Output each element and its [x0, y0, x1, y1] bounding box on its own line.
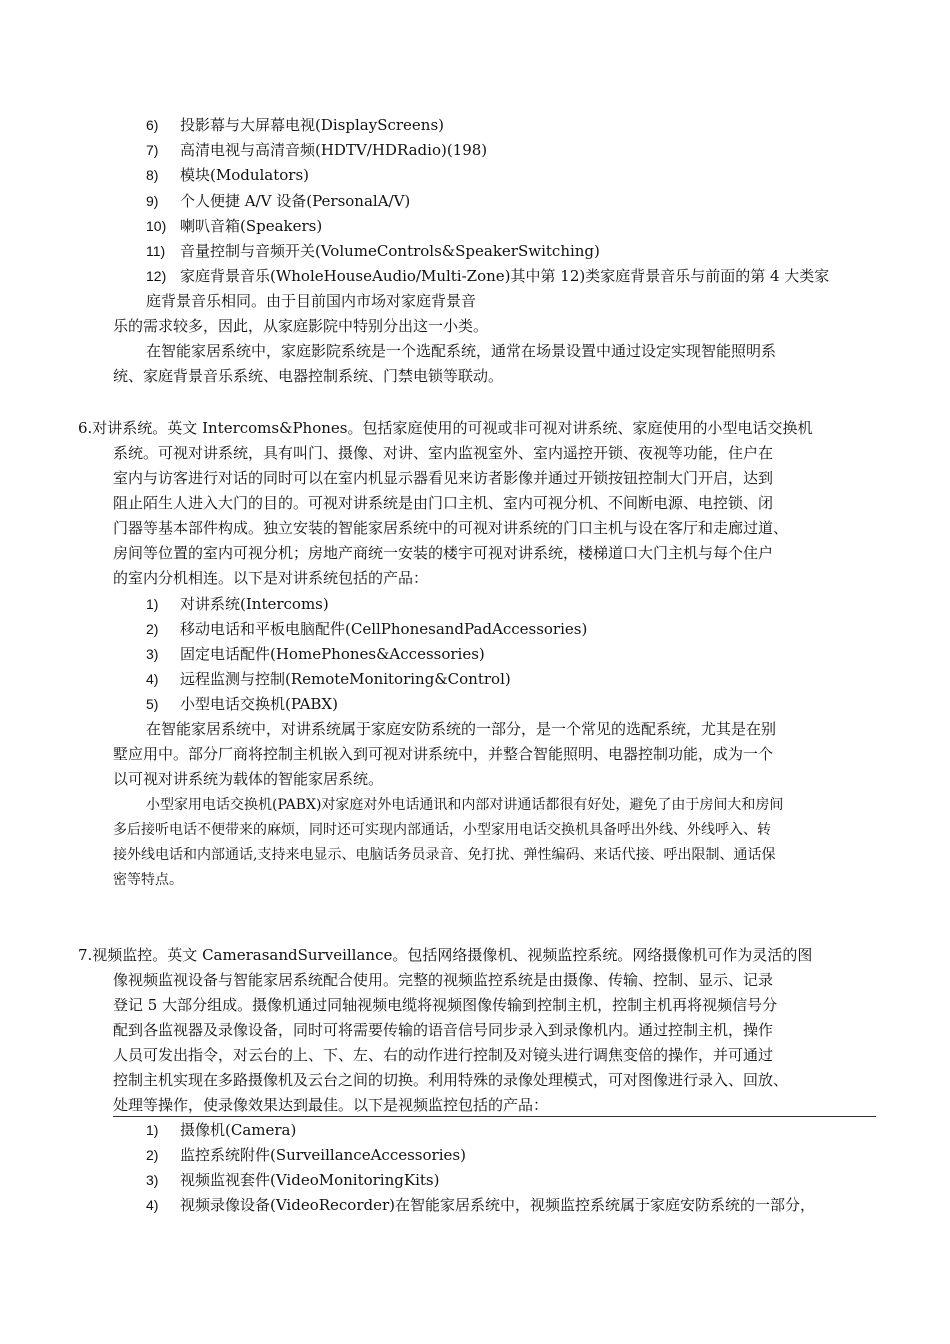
text-line: 乐的需求较多，因此，从家庭影院中特别分出这一小类。: [113, 317, 489, 335]
text-line: 密等特点。: [113, 872, 183, 888]
list-item: 对讲系统(Intercoms): [180, 595, 329, 613]
list-item: 视频监视套件(VideoMonitoringKits): [180, 1171, 440, 1189]
list-item: 视频录像设备(VideoRecorder)在智能家居系统中，视频监控系统属于家庭安防系统的一部分，: [180, 1196, 816, 1214]
list-number: 1): [146, 596, 159, 612]
text-line: 登记 5 大部分组成。摄像机通过同轴视频电缆将视频图像传输到控制主机，控制主机再将视频信号分: [113, 996, 778, 1014]
list-number: 2): [146, 1147, 159, 1163]
list-number: 9): [146, 193, 159, 209]
text-line: 阻止陌生人进入大门的目的。可视对讲系统是由门口主机、室内可视分机、不间断电源、电控锁、闭: [113, 494, 774, 512]
text-line: 的室内分机相连。以下是对讲系统包括的产品：: [113, 569, 429, 587]
text-line: 像视频监视设备与智能家居系统配合使用。完整的视频监控系统是由摄像、传输、控制、显示、记录: [113, 971, 774, 989]
text-line: 人员可发出指令，对云台的上、下、左、右的动作进行控制及对镜头进行调焦变倍的操作，并可通过: [113, 1046, 774, 1064]
list-item: 移动电话和平板电脑配件(CellPhonesandPadAccessories): [180, 620, 588, 638]
list-number: 12): [146, 268, 167, 284]
text-line: 房间等位置的室内可视分机；房地产商统一安装的楼宇可视对讲系统，楼梯道口大门主机与每个住户: [113, 544, 774, 562]
list-item: 高清电视与高清音频(HDTV/HDRadio)(198): [180, 141, 488, 159]
text-line: 小型家用电话交换机(PABX)对家庭对外电话通讯和内部对讲通话都很有好处，避免了由于房间大和房间: [146, 797, 784, 813]
section-heading-line: 6.对讲系统。英文 Intercoms&Phones。包括家庭使用的可视或非可视对讲系统、家庭使用的小型电话交换机: [78, 419, 813, 437]
list-number: 8): [146, 167, 159, 183]
list-number: 3): [146, 1172, 159, 1188]
list-number: 11): [146, 243, 166, 259]
text-line: 统、家庭背景音乐系统、电器控制系统、门禁电锁等联动。: [113, 367, 504, 385]
list-number: 6): [146, 117, 159, 133]
list-item: 喇叭音箱(Speakers): [180, 217, 323, 235]
list-item: 远程监测与控制(RemoteMonitoring&Control): [180, 670, 511, 688]
list-item: 音量控制与音频开关(VolumeControls&SpeakerSwitching): [180, 242, 600, 260]
text-line: 接外线电话和内部通话,支持来电显示、电脑话务员录音、免打扰、弹性编码、来话代接、呼出限制、通话保: [113, 847, 776, 863]
list-item: 小型电话交换机(PABX): [180, 695, 338, 713]
text-line: 处理等操作，使录像效果达到最佳。以下是视频监控包括的产品：: [113, 1096, 549, 1114]
list-number: 10): [146, 218, 167, 234]
text-line: 配到各监视器及录像设备，同时可将需要传输的语音信号同步录入到录像机内。通过控制主机，操作: [113, 1021, 774, 1039]
text-line: 系统。可视对讲系统，具有叫门、摄像、对讲、室内监视室外、室内遥控开锁、夜视等功能，住户在: [113, 444, 774, 462]
list-item: 个人便捷 A/V 设备(PersonalA/V): [180, 192, 411, 210]
list-item: 固定电话配件(HomePhones&Accessories): [180, 645, 485, 663]
list-item: 家庭背景音乐(WholeHouseAudio/Multi-Zone)其中第 12)类家庭背景音乐与前面的第 4 大类家: [180, 267, 830, 285]
list-item: 模块(Modulators): [180, 166, 310, 184]
list-number: 4): [146, 1197, 159, 1213]
list-item: 投影幕与大屏幕电视(DisplayScreens): [180, 116, 445, 134]
list-item: 监控系统附件(SurveillanceAccessories): [180, 1146, 466, 1164]
horizontal-rule: [113, 1116, 876, 1117]
list-number: 5): [146, 696, 159, 712]
text-line: 墅应用中。部分厂商将控制主机嵌入到可视对讲系统中，并整合智能照明、电器控制功能，成为一个: [113, 745, 774, 763]
list-item: 摄像机(Camera): [180, 1121, 297, 1139]
text-line: 控制主机实现在多路摄像机及云台之间的切换。利用特殊的录像处理模式，可对图像进行录入、回放、: [113, 1071, 789, 1089]
text-line: 庭背景音乐相同。由于目前国内市场对家庭背景音: [146, 292, 477, 310]
list-number: 3): [146, 646, 159, 662]
text-line: 室内与访客进行对话的同时可以在室内机显示器看见来访者影像并通过开锁按钮控制大门开启，达到: [113, 469, 774, 487]
section-heading-line: 7.视频监控。英文 CamerasandSurveillance。包括网络摄像机、视频监控系统。网络摄像机可作为灵活的图: [78, 946, 813, 964]
text-line: 在智能家居系统中，对讲系统属于家庭安防系统的一部分，是一个常见的选配系统，尤其是在别: [146, 720, 777, 738]
list-number: 1): [146, 1122, 159, 1138]
text-line: 门器等基本部件构成。独立安装的智能家居系统中的可视对讲系统的门口主机与设在客厅和走廊过道、: [113, 519, 789, 537]
text-line: 在智能家居系统中，家庭影院系统是一个选配系统，通常在场景设置中通过设定实现智能照明系: [146, 342, 777, 360]
list-number: 2): [146, 621, 159, 637]
list-number: 7): [146, 142, 159, 158]
text-line: 多后接听电话不便带来的麻烦，同时还可实现内部通话，小型家用电话交换机具备呼出外线、外线呼入、转: [113, 822, 771, 838]
list-number: 4): [146, 671, 159, 687]
text-line: 以可视对讲系统为载体的智能家居系统。: [113, 770, 384, 788]
